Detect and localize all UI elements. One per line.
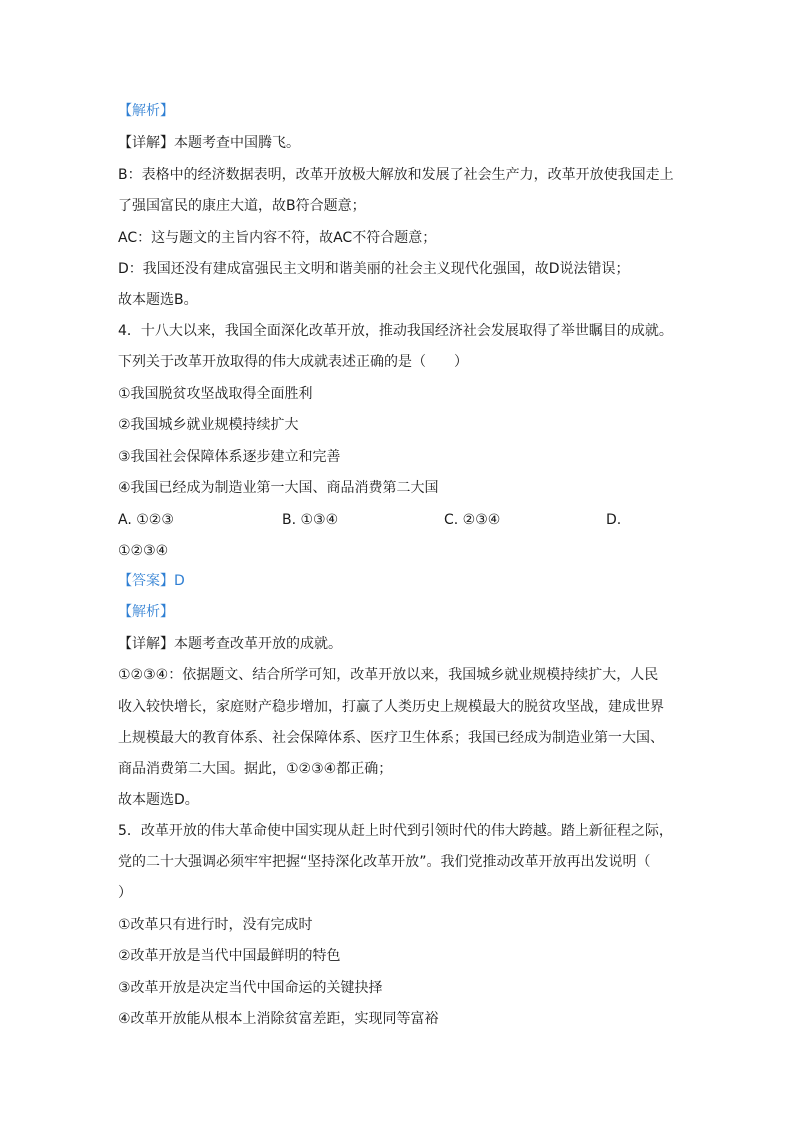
explanation-line: 上规模最大的教育体系、社会保障体系、医疗卫生体系；我国已经成为制造业第一大国、: [118, 730, 664, 746]
statement-item: ④我国已经成为制造业第一大国、商品消费第二大国: [118, 480, 439, 496]
explanation-line: 了强国富民的康庄大道，故B符合题意；: [118, 198, 366, 214]
statement-item: ③我国社会保障体系逐步建立和完善: [118, 449, 341, 465]
statement-item: ②我国城乡就业规模持续扩大: [118, 417, 299, 433]
question-stem: 下列关于改革开放取得的伟大成就表述正确的是（ ）: [118, 354, 468, 370]
analysis-label: 【解析】: [118, 103, 174, 119]
detail-line: 【详解】本题考查改革开放的成就。: [118, 636, 342, 652]
option-d: D.: [606, 512, 622, 528]
statement-item: ①改革只有进行时，没有完成时: [118, 917, 313, 933]
analysis-label: 【解析】: [118, 604, 174, 620]
question-stem: 党的二十大强调必须牢牢把握“坚持深化改革开放”。我们党推动改革开放再出发说明（: [118, 854, 651, 870]
option-b: B. ①③④: [282, 512, 339, 528]
answer-label: 【答案】D: [118, 573, 185, 589]
statement-item: ②改革开放是当代中国最鲜明的特色: [118, 948, 341, 964]
option-c: C. ②③④: [444, 512, 501, 528]
question-stem: ）: [118, 885, 132, 901]
explanation-line: AC：这与题文的主旨内容不符，故AC不符合题意；: [118, 230, 437, 246]
question-stem: 4．十八大以来，我国全面深化改革开放，推动我国经济社会发展取得了举世瞩目的成就。: [118, 323, 673, 339]
explanation-line: ①②③④：依据题文、结合所学可知，改革开放以来，我国城乡就业规模持续扩大，人民: [118, 667, 659, 683]
statement-item: ①我国脱贫攻坚战取得全面胜利: [118, 386, 313, 402]
option-a: A. ①②③: [118, 512, 174, 528]
conclusion-line: 故本题选D。: [118, 792, 199, 808]
statement-item: ③改革开放是决定当代中国命运的关键抉择: [118, 980, 383, 996]
explanation-line: 收入较快增长，家庭财产稳步增加，打赢了人类历史上规模最大的脱贫攻坚战，建成世界: [118, 699, 664, 715]
question-stem: 5．改革开放的伟大革命使中国实现从赶上时代到引领时代的伟大跨越。踏上新征程之际，: [118, 823, 673, 839]
explanation-line: B：表格中的经济数据表明，改革开放极大解放和发展了社会生产力，改革开放使我国走上: [118, 167, 674, 183]
option-d-content: ①②③④: [118, 543, 169, 559]
conclusion-line: 故本题选B。: [118, 292, 198, 308]
detail-line: 【详解】本题考查中国腾飞。: [118, 135, 300, 151]
explanation-line: 商品消费第二大国。据此，①②③④都正确；: [118, 761, 393, 777]
explanation-line: D：我国还没有建成富强民主文明和谐美丽的社会主义现代化强国，故D说法错误；: [118, 261, 630, 277]
statement-item: ④改革开放能从根本上消除贫富差距，实现同等富裕: [118, 1011, 439, 1027]
